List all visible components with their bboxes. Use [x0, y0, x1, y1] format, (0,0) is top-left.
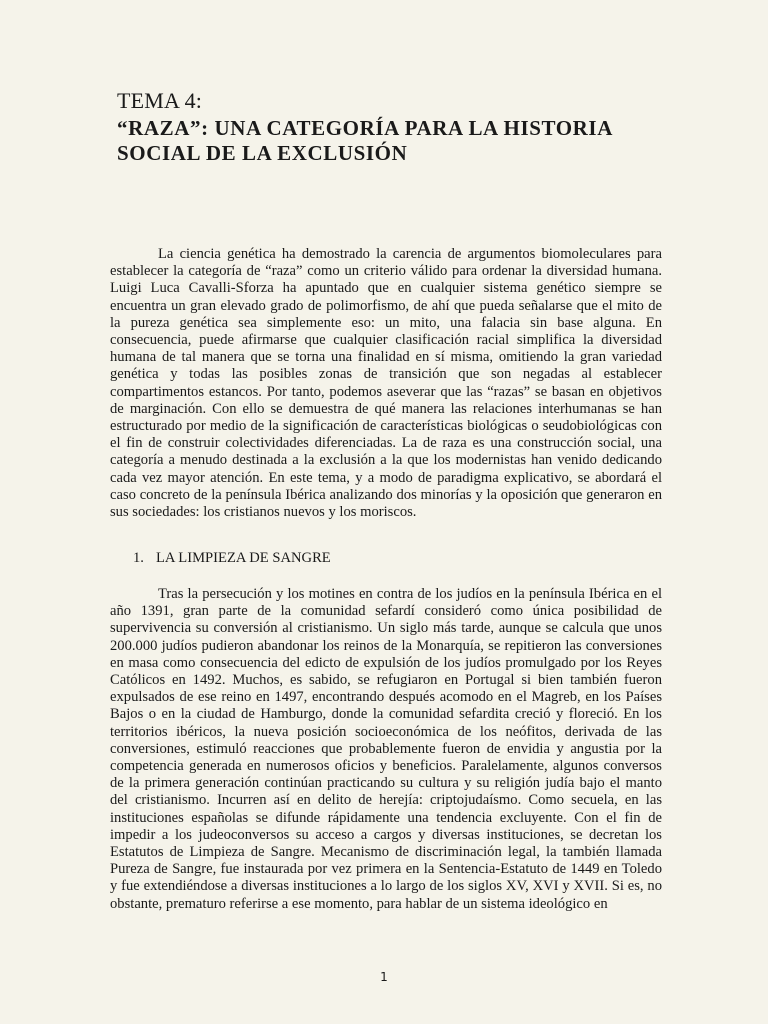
page-number: 1: [380, 970, 388, 984]
title-line-2: SOCIAL DE LA EXCLUSIÓN: [117, 141, 408, 165]
title-line-1: “RAZA”: UNA CATEGORÍA PARA LA HISTORIA: [117, 116, 613, 140]
section-title: LA LIMPIEZA DE SANGRE: [156, 550, 331, 566]
intro-paragraph: La ciencia genética ha demostrado la carencia de argumentos biomoleculares para establecer la categoría de “raza” como un criterio válido para ordenar la diversidad humana. Luigi Luca Cavalli-Sforza ha apuntado que en cualquier sistema genético siempre se encuentra un gran elevado grado de polimorfismo, de ahí que pueda señalarse que el mito de la pureza genética sea simplemente eso: un mito, una falacia sin base alguna. En consecuencia, puede afirmarse que cualquier clasificación racial simplifica la diversidad humana de tal manera que se torna una finalidad en sí misma, omitiendo la gran variedad genética y todas las posibles zonas de transición que son negadas al establecer compartimentos estancos. Por tanto, podemos aseverar que las “razas” se basan en objetivos de marginación. Con ello se demuestra de qué manera las relaciones interhumanas se han estructurado por medio de la significación de características biológicas o seudobiológicas con el fin de construir colectividades diferenciadas. La de raza es una construcción social, una categoría a menudo destinada a la exclusión a la que los modernistas han venido dedicando cada vez mayor atención. En este tema, y a modo de paradigma explicativo, se abordará el caso concreto de la península Ibérica analizando dos minorías y la oposición que generaron en sus sociedades: los cristianos nuevos y los moriscos.: [110, 246, 662, 521]
section-paragraph: Tras la persecución y los motines en contra de los judíos en la península Ibérica en el año 1391, gran parte de la comunidad sefardí consideró como única posibilidad de supervivencia su conversión al cristianismo. Un siglo más tarde, aunque se calcula que unos 200.000 judíos pudieron abandonar los reinos de la Monarquía, se repitieron las conversiones en masa como consecuencia del edicto de expulsión de los judíos promulgado por los Reyes Católicos en 1492. Muchos, es sabido, se refugiaron en Portugal si bien también fueron expulsados de ese reino en 1497, encontrando después acomodo en el Magreb, en los Países Bajos o en la ciudad de Hamburgo, donde la comunidad sefardita creció y floreció. En los territorios ibéricos, la nueva posición socioeconómica de los neófitos, derivada de las conversiones, estimuló reacciones que probablemente fueron de envidia y angustia por la competencia generada en numerosos oficios y beneficios. Paralelamente, algunos conversos de la primera generación continúan practicando su cultura y su religión judía bajo el manto del cristianismo. Incurren así en delito de herejía: criptojudaísmo. Como secuela, en las instituciones españolas se difunde rápidamente una tendencia excluyente. Con el fin de impedir a los judeoconversos su acceso a cargos y diversas instituciones, se decretan los Estatutos de Limpieza de Sangre. Mecanismo de discriminación legal, la también llamada Pureza de Sangre, fue instaurada por vez primera en la Sentencia-Estatuto de 1449 en Toledo y fue extendiéndose a diversas instituciones a lo largo de los siglos XV, XVI y XVII. Si es, no obstante, prematuro referirse a ese momento, para hablar de un sistema ideológico en: [110, 586, 662, 912]
topic-label: TEMA 4:: [117, 88, 203, 113]
section-number: 1.: [133, 550, 144, 566]
document-title: [117, 116, 677, 166]
section-heading: [133, 550, 331, 567]
